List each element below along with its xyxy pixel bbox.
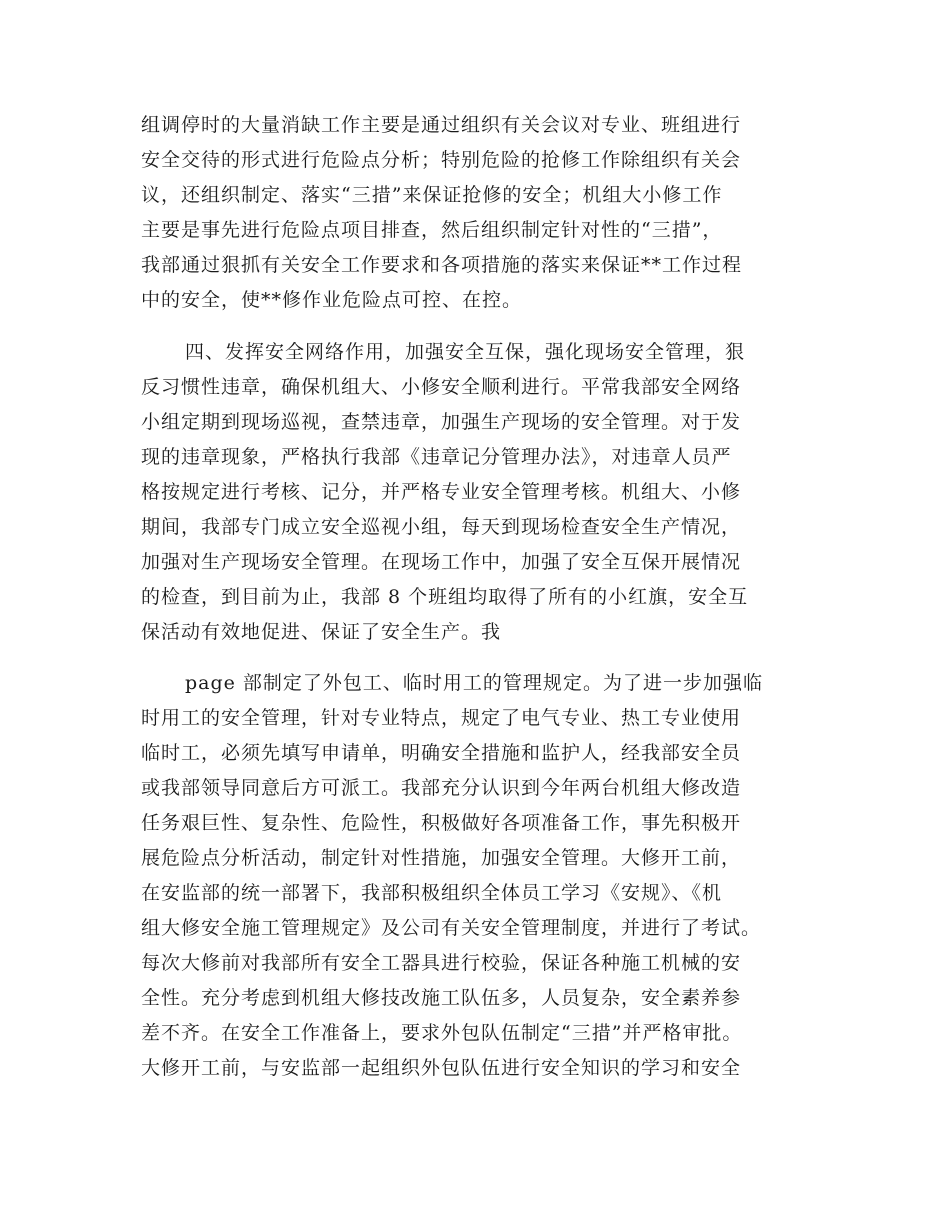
text-line-first: 四、发挥安全网络作用，加强安全互保，强化现场安全管理，狠 [185, 341, 746, 363]
text-line: 任务艰巨性、复杂性、危险性，积极做好各项准备工作，事先积极开 [141, 812, 742, 834]
paragraph-continuation [141, 108, 821, 318]
text-line-first: page 部制定了外包工、临时用工的管理规定。为了进一步加强临 [185, 672, 763, 694]
text-line: 全性。充分考虑到机组大修技改施工队伍多，人员复杂，安全素养参 [141, 987, 742, 1009]
text-line: 安全交待的形式进行危险点分析；特别危险的抢修工作除组织有关会 [141, 149, 742, 171]
text-line: 保活动有效地促进、保证了安全生产。我 [141, 621, 502, 643]
text-line: 在安监部的统一部署下，我部积极组织全体员工学习《安规》、《机 [141, 882, 723, 904]
paragraph-outsourcing [141, 666, 821, 1086]
text-line: 我部通过狠抓有关安全工作要求和各项措施的落实来保证**工作过程 [141, 254, 743, 276]
text-line: 大修开工前，与安监部一起组织外包队伍进行安全知识的学习和安全 [141, 1057, 742, 1079]
text-line: 加强对生产现场安全管理。在现场工作中，加强了安全互保开展情况 [141, 551, 742, 573]
text-line: 组调停时的大量消缺工作主要是通过组织有关会议对专业、班组进行 [141, 114, 742, 136]
text-line: 期间，我部专门成立安全巡视小组，每天到现场检查安全生产情况， [141, 516, 742, 538]
text-line: 临时工，必须先填写申请单，明确安全措施和监护人，经我部安全员 [141, 742, 742, 764]
text-line: 反习惯性违章，确保机组大、小修安全顺利进行。平常我部安全网络 [141, 376, 742, 398]
text-line: 展危险点分析活动，制定针对性措施，加强安全管理。大修开工前， [141, 847, 742, 869]
text-line: 小组定期到现场巡视，查禁违章，加强生产现场的安全管理。对于发 [141, 411, 742, 433]
text-line: 差不齐。在安全工作准备上，要求外包队伍制定“三措”并严格审批。 [141, 1022, 743, 1044]
text-line: 主要是事先进行危险点项目排查，然后组织制定针对性的“三措”， [141, 219, 723, 241]
text-line: 每次大修前对我部所有安全工器具进行校验，保证各种施工机械的安 [141, 952, 742, 974]
paragraph-section-four [141, 335, 821, 650]
text-line: 组大修安全施工管理规定》及公司有关安全管理制度，并进行了考试。 [141, 917, 762, 939]
text-line: 或我部领导同意后方可派工。我部充分认识到今年两台机组大修改造 [141, 777, 742, 799]
text-line: 格按规定进行考核、记分，并严格专业安全管理考核。机组大、小修 [141, 481, 742, 503]
text-line: 议，还组织制定、落实“三措”来保证抢修的安全；机组大小修工作 [141, 184, 723, 206]
text-line: 的检查，到目前为止，我部 8 个班组均取得了所有的小红旗，安全互 [141, 586, 749, 608]
text-line: 现的违章现象，严格执行我部《违章记分管理办法》，对违章人员严 [141, 446, 732, 468]
text-line: 时用工的安全管理，针对专业特点，规定了电气专业、热工专业使用 [141, 707, 742, 729]
text-line: 中的安全，使**修作业危险点可控、在控。 [141, 289, 523, 311]
